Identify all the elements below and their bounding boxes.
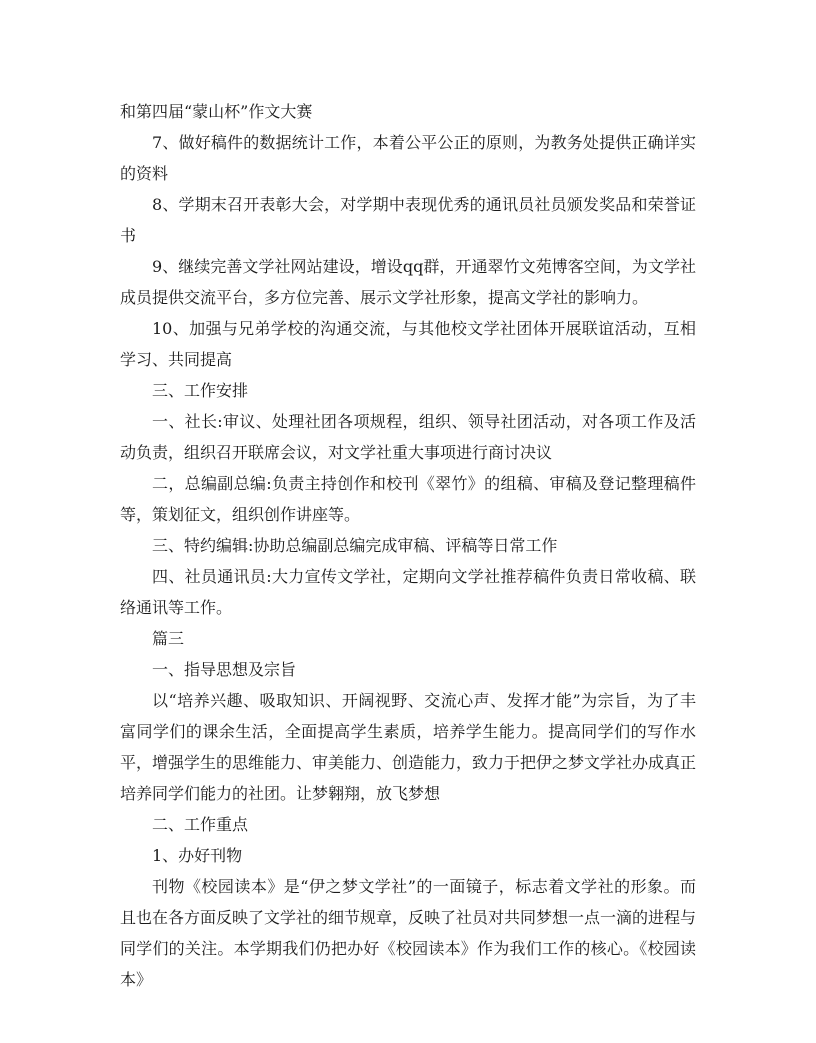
paragraph: 和第四届“蒙山杯”作文大赛 [120,102,313,121]
paragraph: 四、社员通讯员:大力宣传文学社，定期向文学社推荐稿件负责日常收稿、联络通讯等工作。 [120,567,696,617]
paragraph: 7、做好稿件的数据统计工作，本着公平公正的原则，为教务处提供正确详实的资料 [120,133,696,183]
paragraph: 9、继续完善文学社网站建设，增设qq群，开通翠竹文苑博客空间，为文学社成员提供交流平台，多方位完善、展示文学社形象，提高文学社的影响力。 [120,257,696,307]
paragraph: 三、特约编辑:协助总编副总编完成审稿、评稿等日常工作 [152,536,558,555]
paragraph: 刊物《校园读本》是“伊之梦文学社”的一面镜子，标志着文学社的形象。而且也在各方面反映了文学社的细节规章，反映了社员对共同梦想一点一滴的进程与同学们的关注。本学期我们仍把办好《校园读本》作为我们工作的核心。《校园读本》 [120,877,697,989]
subsection-heading: 1、办好刊物 [152,846,243,865]
document-body [120,96,696,995]
paragraph: 8、学期末召开表彰大会，对学期中表现优秀的通讯员社员颁发奖品和荣誉证书 [120,195,696,245]
section-heading: 篇三 [152,629,185,648]
paragraph: 一、社长:审议、处理社团各项规程，组织、领导社团活动，对各项工作及活动负责，组织召开联席会议，对文学社重大事项进行商讨决议 [120,412,696,462]
section-heading: 二、工作重点 [152,815,249,834]
paragraph: 以“培养兴趣、吸取知识、开阔视野、交流心声、发挥才能”为宗旨，为了丰富同学们的课余生活，全面提高学生素质，培养学生能力。提高同学们的写作水平，增强学生的思维能力、审美能力、创造能力，致力于把伊之梦文学社办成真正培养同学们能力的社团。让梦翱翔，放飞梦想 [120,691,697,803]
paragraph: 二，总编副总编:负责主持创作和校刊《翠竹》的组稿、审稿及登记整理稿件等，策划征文，组织创作讲座等。 [120,474,696,524]
paragraph: 10、加强与兄弟学校的沟通交流，与其他校文学社团体开展联谊活动，互相学习、共同提高 [120,319,696,369]
section-heading: 三、工作安排 [152,381,249,400]
section-heading: 一、指导思想及宗旨 [152,660,297,679]
